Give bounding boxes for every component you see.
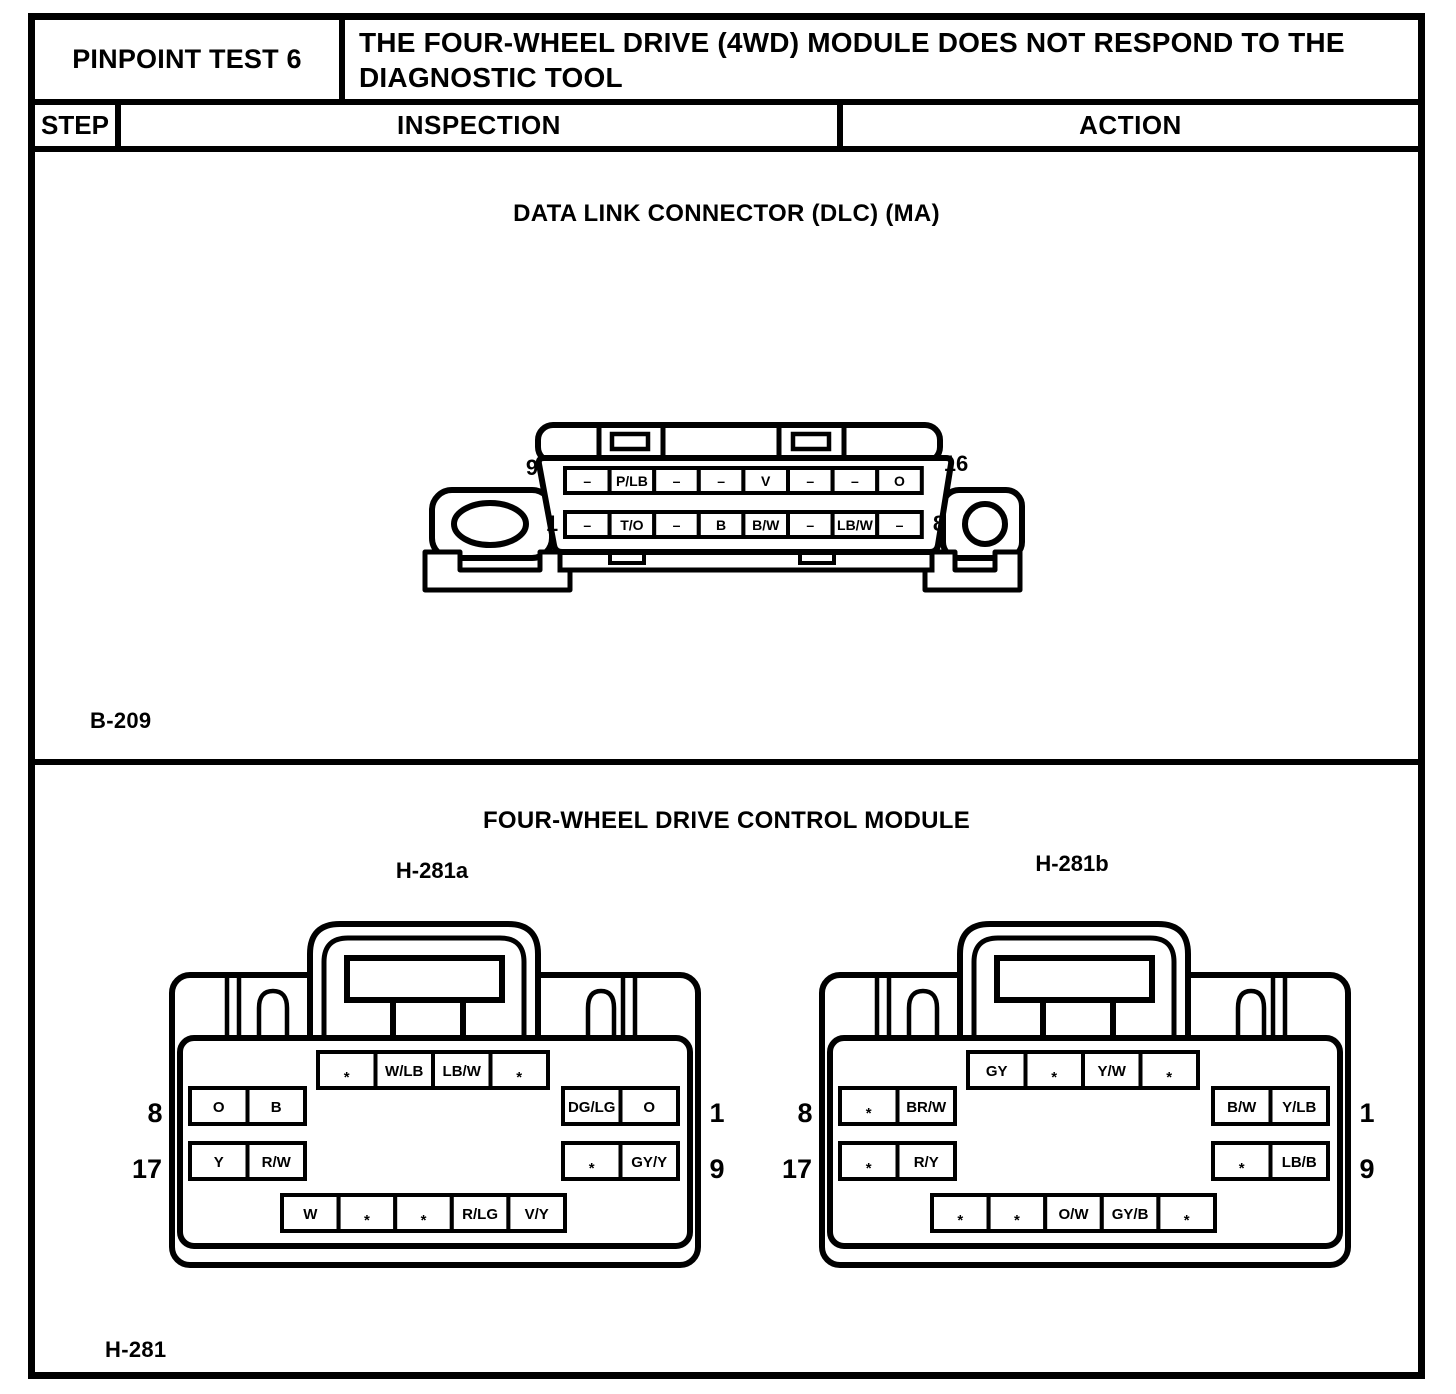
pin-label: V [761,473,771,489]
latch-tab [1043,1000,1113,1038]
dlc-figure-label: B-209 [90,708,152,733]
pin-label: W/LB [385,1063,424,1080]
pin-label: O [894,473,905,489]
dlc-strip-tab [793,434,829,449]
pin-label: R/W [261,1154,291,1171]
module-section [35,765,1418,1372]
pin-label: – [851,473,859,489]
dlc-pin-number-1: 1 [545,511,559,536]
shoulder-arch [1238,991,1264,1038]
pin-label: DG/LG [567,1099,616,1116]
pin-label: * [865,1105,872,1122]
pin-label: LB/B [1281,1154,1317,1171]
pin-label: * [363,1212,370,1229]
pin-label: * [957,1212,964,1229]
pin-number-1: 1 [709,1098,725,1128]
pin-label: B [270,1099,282,1116]
dlc-section [35,152,1418,765]
pin-label: – [806,517,815,533]
connector-label-h281b: H-281b [1035,851,1109,876]
pin-label: GY/Y [631,1154,668,1171]
pin-label: * [516,1069,523,1086]
pin-number-9: 9 [709,1154,725,1184]
pin-label: LB/W [837,517,873,533]
pin-number-9: 9 [1359,1154,1375,1184]
pin-label: Y/W [1097,1063,1126,1080]
pin-label: – [583,473,592,489]
pin-number-17: 17 [131,1154,163,1184]
pinpoint-test-label: PINPOINT TEST 6 [35,20,345,99]
column-header-inspection: INSPECTION [121,105,843,146]
dlc-strip-tab [612,434,648,449]
pin-label: * [1183,1212,1190,1229]
dlc-row-9-16 [565,468,922,493]
pin-label: V/Y [524,1206,549,1223]
pin-label: R/LG [462,1206,499,1223]
dlc-pin-number-16: 16 [943,451,969,476]
pin-label: * [1238,1160,1245,1177]
pin-label: * [1013,1212,1020,1229]
pin-label: B/W [1227,1099,1257,1116]
column-header-row [35,105,1418,152]
dlc-title: DATA LINK CONNECTOR (DLC) (MA) [513,200,940,227]
shoulder-arch [259,991,287,1038]
latch-window [997,958,1152,1000]
latch-window [347,958,502,1000]
column-header-action: ACTION [1079,110,1182,140]
pin-label: P/LB [615,473,648,489]
dlc-left-ear-hole [454,503,526,545]
pin-label: Y/LB [1282,1099,1317,1116]
pin-label: O [643,1099,656,1116]
pin-number-8: 8 [797,1098,813,1128]
shoulder-arch [909,991,937,1038]
pin-label: * [588,1160,595,1177]
pin-label: Y [213,1154,224,1171]
pin-label: – [717,473,725,489]
latch-tab [393,1000,463,1038]
pin-label: – [672,517,681,533]
module-title: FOUR-WHEEL DRIVE CONTROL MODULE [482,807,971,834]
connector-h281b-diagram [775,912,1385,1272]
shoulder-arch [588,991,614,1038]
pin-label: W [303,1206,318,1223]
pin-label: * [343,1069,350,1086]
pin-label: B/W [752,517,780,533]
pin-label: GY [985,1063,1008,1080]
pin-label: GY/B [1111,1206,1149,1223]
pin-label: T/O [620,517,644,533]
pin-number-8: 8 [147,1098,163,1128]
pin-label: * [1166,1069,1173,1086]
dlc-row-1-8 [565,512,922,537]
column-header-step: STEP [35,105,121,146]
dlc-connector-diagram [420,418,1030,603]
pin-label: * [420,1212,427,1229]
pin-label: O [212,1099,225,1116]
dlc-pin-number-9: 9 [525,455,539,480]
pinpoint-test-table [28,13,1425,1379]
page-title: THE FOUR-WHEEL DRIVE (4WD) MODULE DOES NOT RESPOND TO THE DIAGNOSTIC TOOL [359,26,1345,93]
pin-number-1: 1 [1359,1098,1375,1128]
pin-label: BR/W [906,1099,947,1116]
pin-label: – [583,517,592,533]
dlc-right-ear-hole [965,504,1005,544]
module-figure-label: H-281 [105,1337,167,1362]
pin-label: – [806,473,815,489]
pin-number-17: 17 [781,1154,813,1184]
pin-label: * [865,1160,872,1177]
pin-label: LB/W [442,1063,481,1080]
connector-label-h281a: H-281a [395,858,469,883]
pin-label: * [1051,1069,1058,1086]
pin-label: – [672,473,681,489]
pin-label: B [716,517,727,533]
pin-label: R/Y [913,1154,939,1171]
connector-h281a-diagram [125,912,735,1272]
title-row [35,20,1418,105]
dlc-pin-number-8: 8 [932,511,946,536]
pin-label: – [895,517,904,533]
pin-label: O/W [1058,1206,1089,1223]
